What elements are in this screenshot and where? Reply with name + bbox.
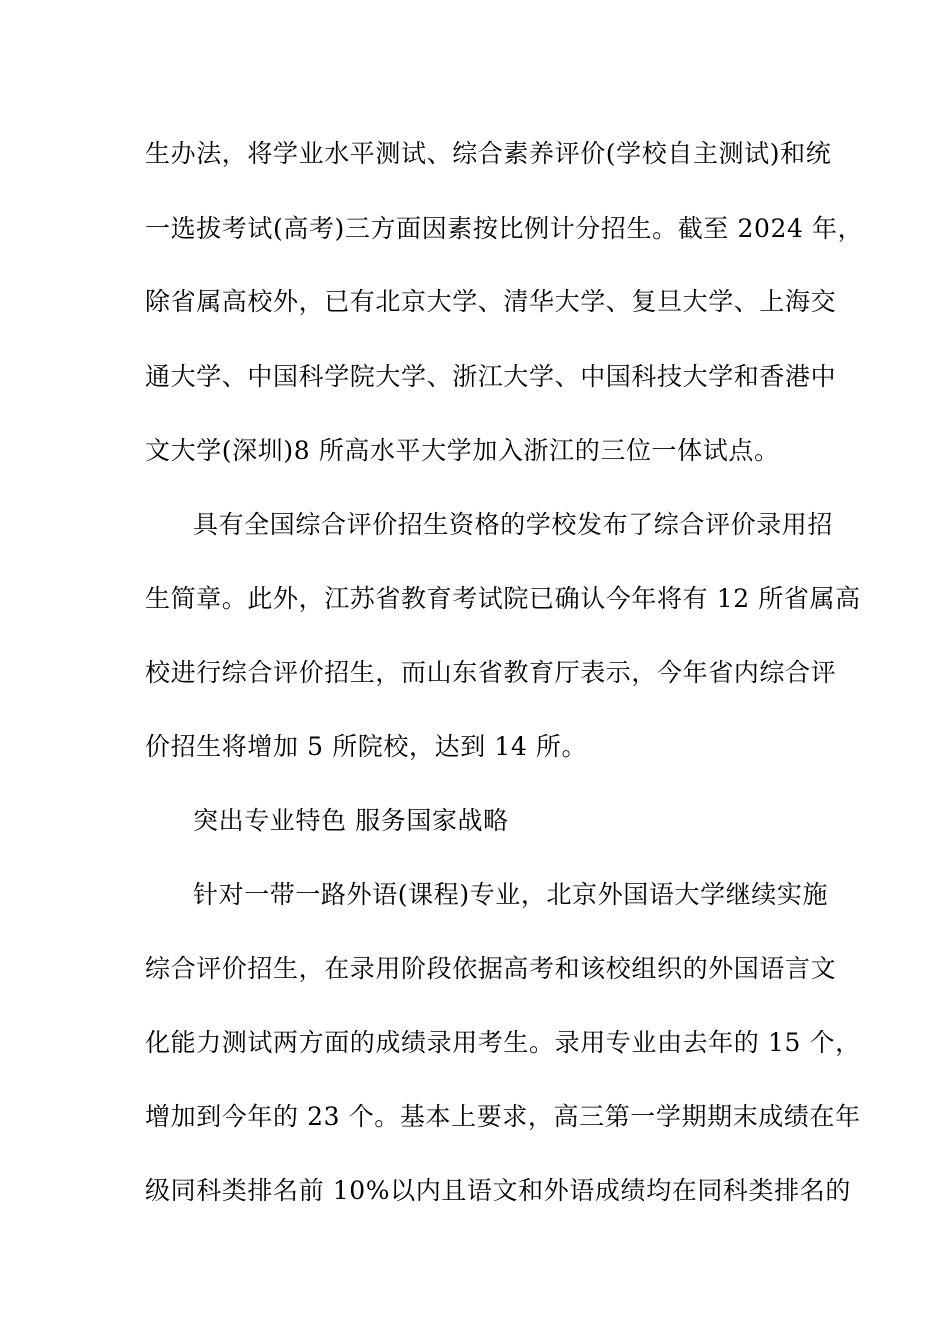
text-line: 一选拔考试(高考)三方面因素按比例计分招生。截至 2024 年，	[145, 214, 864, 243]
text-line: 生简章。此外，江苏省教育考试院已确认今年将有 12 所省属高	[145, 584, 861, 613]
text-line: 文大学(深圳)8 所高水平大学加入浙江的三位一体试点。	[145, 436, 780, 465]
paragraph-start-line: 针对一带一路外语(课程)专业，北京外国语大学继续实施	[193, 880, 829, 909]
text-line: 通大学、中国科学院大学、浙江大学、中国科技大学和香港中	[145, 362, 837, 391]
text-line: 综合评价招生，在录用阶段依据高考和该校组织的外国语言文	[145, 954, 837, 983]
text-line: 生办法，将学业水平测试、综合素养评价(学校自主测试)和统	[145, 139, 832, 168]
text-line: 化能力测试两方面的成绩录用考生。录用专业由去年的 15 个，	[145, 1028, 861, 1057]
text-line: 校进行综合评价招生，而山东省教育厅表示，今年省内综合评	[145, 658, 837, 687]
text-line: 增加到今年的 23 个。基本上要求，高三第一学期期末成绩在年	[145, 1102, 861, 1131]
paragraph-start-line: 具有全国综合评价招生资格的学校发布了综合评价录用招	[193, 510, 834, 539]
text-line: 除省属高校外，已有北京大学、清华大学、复旦大学、上海交	[145, 287, 837, 316]
section-heading: 突出专业特色 服务国家战略	[193, 806, 509, 835]
text-line: 价招生将增加 5 所院校，达到 14 所。	[145, 732, 588, 761]
text-line: 级同科类排名前 10%以内且语文和外语成绩均在同科类排名的	[145, 1176, 851, 1205]
